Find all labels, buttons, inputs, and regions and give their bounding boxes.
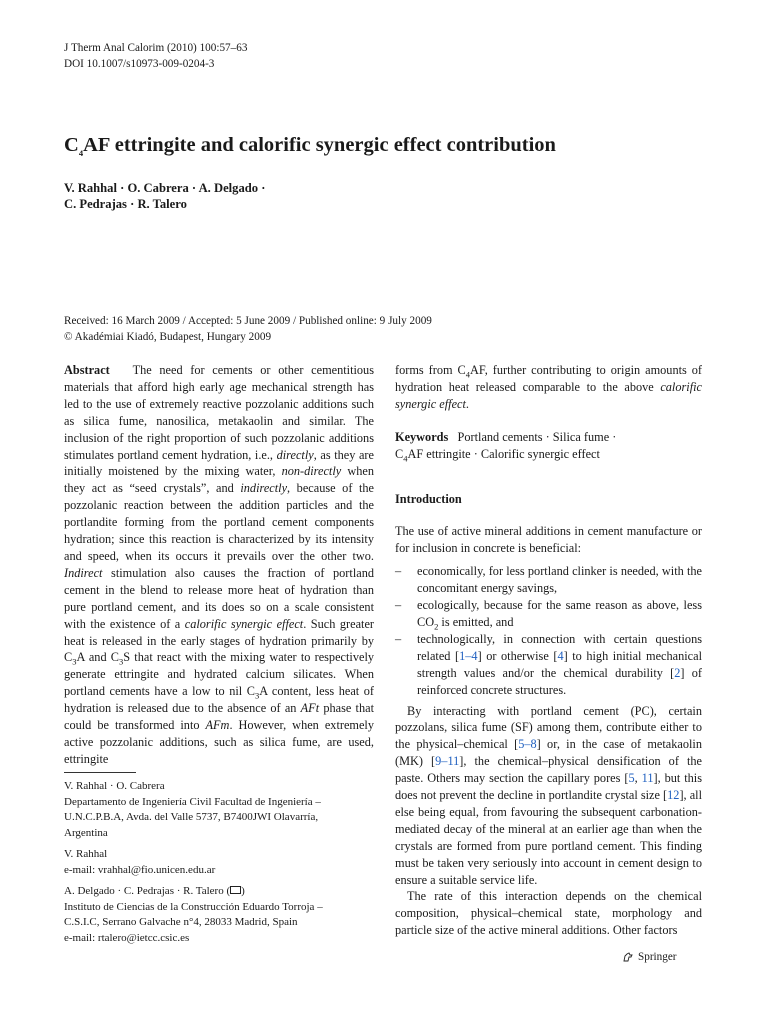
citation-link[interactable]: 2	[674, 665, 681, 680]
list-item: – ecologically, because for the same reason as above, less $CO_2$ is emitted, and	[395, 597, 702, 631]
citation-link[interactable]: 11	[641, 771, 654, 786]
email-link[interactable]: e-mail: rtalero@ietcc.csic.es	[64, 931, 190, 944]
citation-link[interactable]: 9–11	[435, 754, 460, 769]
publication-dates	[64, 313, 432, 345]
list-item: – economically, for less portland clinker is needed, with the concomitant energy savings,	[395, 563, 702, 597]
citation-link[interactable]: 5–8	[518, 737, 537, 752]
affiliations: V. Rahhal · O. Cabrera Departamento de Ingeniería Civil Facultad de Ingeniería – U.N.C.P.B.A, Avda. del Valle 5737, B7400JWI Olavarría, Argentina V. Rahhal e-mail: vrahhal@fio.unicen.edu.ar A. Delgado · C. Pedrajas · R. Talero ( ) Instituto de Ciencias de la Construcción Eduardo Torroja – C.S.I.C, Serrano Galvache n°4, 28033 Madrid, Spain e-mail: rtalero@ietcc.csic.es	[64, 779, 384, 946]
springer-horse-icon	[622, 951, 634, 963]
right-column: forms from $C_4AF$, further contributing to origin amounts of hydration heat released comparable to the above calorific synergic effect. Keywords Portland cements · Silica fume · $C_4AF$ ettringite · Calorific synergic effect Introduction The use of active mineral additions in cement manufacture or for inclusion in concrete is beneficial: – economically, for less portland clinker is needed, with the concomitant energy savings, – ecologically, because for the same reason as above, less $CO_2$ is emitted, and – technologically, in connection with certain questions related [1–4] or otherwise [4] to high initial mechanical strength values and/or the chemical durability [2] of reinforced concrete structures. By interacting with portland cement (PC), certain pozzolans, silica fume (SF) among them, contribute either to the physical–chemical [5–8] or, in the case of metakaolin (MK) [9–11], the chemical–physical densification of the paste. Others may section the capillary pores [5, 11], but this does not prevent the decline in portlandite crystal size [12], all else being equal, from favouring the subsequent carbonation-mediated decay of the mineral at an earlier age than when the crystals are formed from pure portland cement. This finding must be taken very seriously into account in cement design to ensure a suitable service life. The rate of this interaction depends on the chemical composition, physical–chemical state, morphology and particle size of the active mineral additions. Other factors	[395, 362, 702, 939]
doi: DOI 10.1007/s10973-009-0204-3	[64, 58, 215, 70]
footnote-rule	[64, 772, 136, 773]
envelope-icon	[230, 886, 241, 894]
journal-header	[64, 40, 247, 72]
citation-link[interactable]: 4	[557, 648, 564, 663]
journal-citation: J Therm Anal Calorim (2010) 100:57–63	[64, 42, 248, 54]
citation-link[interactable]: 1–4	[459, 648, 478, 663]
publisher-logo: Springer	[622, 951, 677, 963]
list-item: – technologically, in connection with certain questions related [1–4] or otherwise [4] to high initial mechanical strength values and/or the chemical durability [2] of reinforced concrete structures.	[395, 631, 702, 699]
citation-link[interactable]: 12	[667, 788, 680, 803]
dates-line: Received: 16 March 2009 / Accepted: 5 June 2009 / Published online: 9 July 2009	[64, 315, 432, 327]
abstract-continued: forms from $C_4AF$, further contributing to origin amounts of hydration heat released comparable to the above calorific synergic effect.	[395, 363, 702, 411]
abstract: Abstract The need for cements or other cementitious materials that afford high early age mechanical strength has led to the use of extremely reactive pozzolanic additions such as silica fume, nanosilica, metakaolin and similar. The inclusion of the right proportion of such pozzolanic additions stimulates portland cement hydration, i.e., directly, as they are initially moistened by the mixing water, non-directly when they act as “seed crystals”, and indirectly, because of the pozzolanic reaction between the addition particles and the portlandite forming from the portland cement components hydration; since this reaction is characterized by its intensity and speed, when its occurs it prevails over the other two. Indirect stimulation also causes the fraction of portland cement in the blend to release more heat of hydration than pure portland cement, and its does so on a scale consistent with the existence of a calorific synergic effect. Such greater heat is released in the early stages of hydration primarily by $C_3A$ and $C_3S$ that react with the mixing water to respectively generate ettringite and hydrated calcium silicates. When portland cements have a low to nil $C_3A$ content, less heat of hydration is released due to the absence of an AFt phase that could be transformed into AFm. However, when extremely active pozzolanic additions, such as silica fume, are used, ettringite	[64, 363, 375, 766]
keywords: Keywords Portland cements · Silica fume · $C_4AF$ ettringite · Calorific synergic effect	[395, 429, 617, 464]
benefits-list	[395, 563, 702, 698]
left-column	[64, 362, 374, 768]
copyright-line: © Akadémiai Kiadó, Budapest, Hungary 2009	[64, 331, 272, 343]
citation-link[interactable]: 5	[628, 771, 635, 786]
paper-title: $C_4AF$ ettringite and calorific synergic effect contribution	[64, 134, 556, 159]
section-heading-introduction: Introduction	[395, 491, 462, 506]
email-link[interactable]: e-mail: vrahhal@fio.unicen.edu.ar	[64, 863, 216, 876]
author-list: V. Rahhal · O. Cabrera · A. Delgado · C. Pedrajas · R. Talero	[64, 181, 266, 211]
